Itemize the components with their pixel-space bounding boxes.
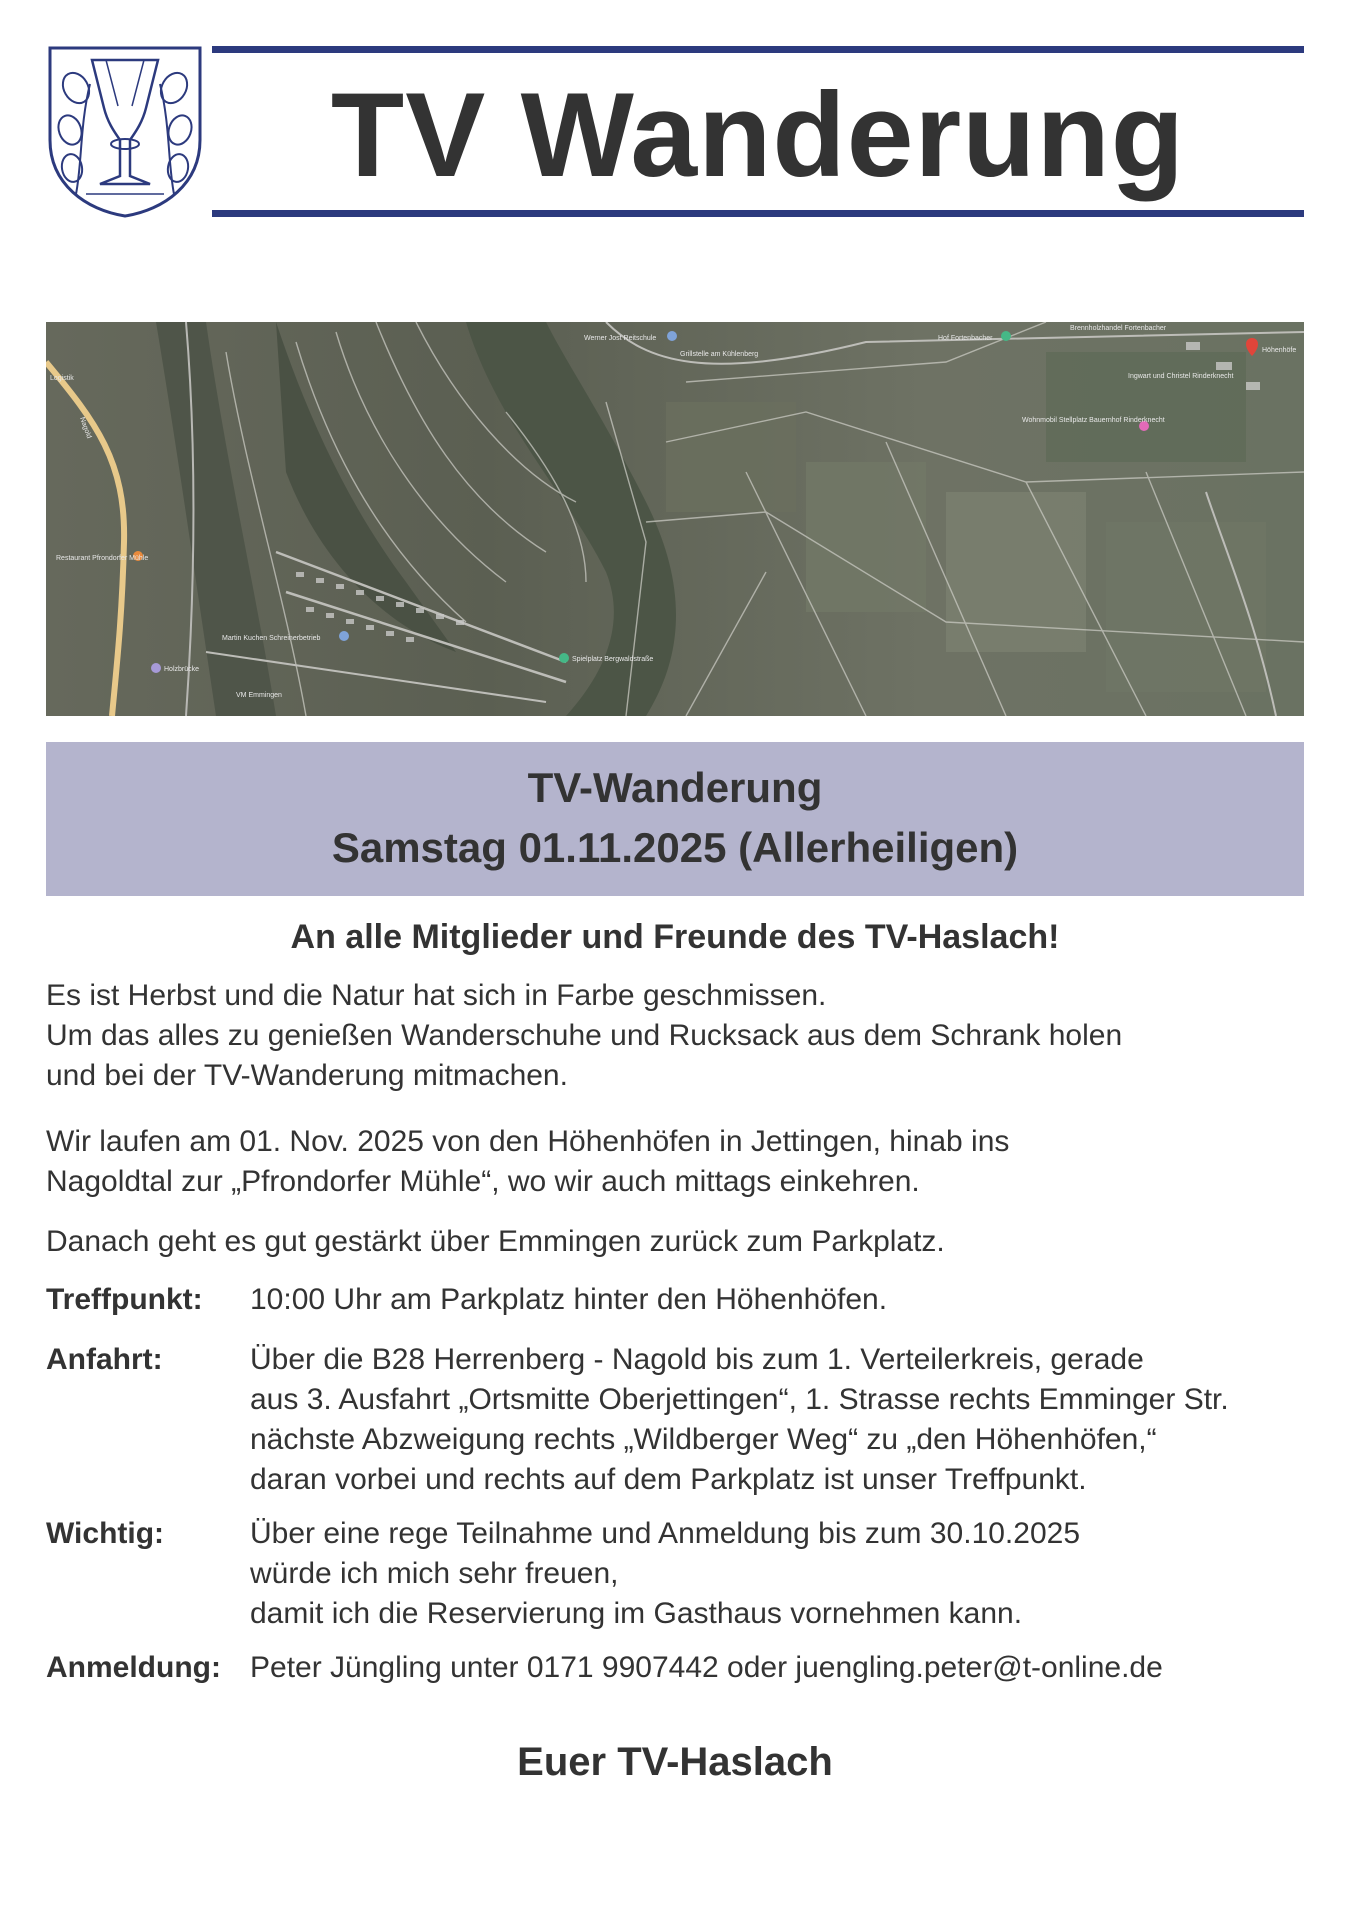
satellite-map-image xyxy=(46,322,1304,716)
map-label-brennholzhandel: Brennholzhandel Fortenbacher xyxy=(1070,325,1167,332)
route-line: Wir laufen am 01. Nov. 2025 von den Höhenhöfen in Jettingen, hinab ins xyxy=(46,1125,1010,1158)
greeting: An alle Mitglieder und Freunde des TV-Haslach! xyxy=(290,918,1060,956)
coat-of-arms-icon xyxy=(46,44,204,220)
banner-date: Samstag 01.11.2025 (Allerheiligen) xyxy=(331,824,1019,871)
intro-line: und bei der TV-Wanderung mitmachen. xyxy=(46,1059,568,1092)
wichtig-line: damit ich die Reservierung im Gasthaus vornehmen kann. xyxy=(250,1597,1023,1630)
map-label-hof-fortenbacher: Hof Fortenbacher xyxy=(938,335,993,342)
map-label-nagold: Nagold xyxy=(78,416,93,440)
map-label-reitschule: Werner Jost Reitschule xyxy=(584,335,657,342)
page-title: TV Wanderung xyxy=(330,68,1186,202)
return-paragraph xyxy=(46,1222,1304,1262)
wichtig-line: würde ich mich sehr freuen, xyxy=(250,1557,619,1590)
anfahrt-value xyxy=(250,1340,1229,1500)
wichtig-value xyxy=(250,1514,1080,1634)
event-banner xyxy=(46,742,1304,896)
return-line: Danach geht es gut gestärkt über Emmingen zurück zum Parkplatz. xyxy=(46,1225,945,1258)
map-label-hoehenhoefe: Höhenhöfe xyxy=(1262,347,1297,354)
title-rule-top xyxy=(212,46,1304,53)
anmeldung-label: Anmeldung: xyxy=(46,1651,221,1684)
banner-title: TV-Wanderung xyxy=(527,764,823,811)
anmeldung-contact: Peter Jüngling unter 0171 9907442 oder juengling.peter@t-online.de xyxy=(250,1651,1163,1684)
map-label-spielplatz: Spielplatz Bergwaldstraße xyxy=(572,656,654,663)
anfahrt-line: Über die B28 Herrenberg - Nagold bis zum 1. Verteilerkreis, gerade xyxy=(250,1343,1144,1376)
anmeldung-value xyxy=(250,1648,1163,1688)
closing-signature: Euer TV-Haslach xyxy=(517,1740,833,1784)
intro-paragraph xyxy=(46,976,1304,1096)
map-label-rinderknecht: Ingwart und Christel Rinderknecht xyxy=(1128,373,1234,380)
anfahrt-label: Anfahrt: xyxy=(46,1343,163,1376)
treffpunkt-value xyxy=(250,1280,887,1320)
anfahrt-line: nächste Abzweigung rechts „Wildberger Weg“ zu „den Höhenhöfen,“ xyxy=(250,1423,1157,1456)
intro-line: Es ist Herbst und die Natur hat sich in Farbe geschmissen. xyxy=(46,979,827,1012)
route-paragraph xyxy=(46,1122,1304,1202)
title-rule-bottom xyxy=(212,210,1304,217)
map-label-wohnmobil: Wohnmobil Stellplatz Bauernhof Rinderknecht xyxy=(1022,417,1165,424)
wichtig-line: Über eine rege Teilnahme und Anmeldung bis zum 30.10.2025 xyxy=(250,1517,1081,1550)
map-label-grillstelle: Grillstelle am Kühlenberg xyxy=(680,351,759,358)
map-label-schreinerbetrieb: Martin Kuchen Schreinerbetrieb xyxy=(222,635,321,642)
wichtig-label: Wichtig: xyxy=(46,1517,165,1550)
map-label-holzbruecke: Holzbrücke xyxy=(164,666,200,673)
treffpunkt-line: 10:00 Uhr am Parkplatz hinter den Höhenhöfen. xyxy=(250,1283,888,1316)
map-label-logistik: Logistik xyxy=(50,375,74,382)
treffpunkt-label: Treffpunkt: xyxy=(46,1283,203,1316)
anfahrt-line: daran vorbei und rechts auf dem Parkplatz ist unser Treffpunkt. xyxy=(250,1463,1087,1496)
map-label-vm-emmingen: VM Emmingen xyxy=(236,692,282,699)
anfahrt-line: aus 3. Ausfahrt „Ortsmitte Oberjettingen“, 1. Strasse rechts Emminger Str. xyxy=(250,1383,1229,1416)
route-line: Nagoldtal zur „Pfrondorfer Mühle“, wo wir auch mittags einkehren. xyxy=(46,1165,920,1198)
intro-line: Um das alles zu genießen Wanderschuhe und Rucksack aus dem Schrank holen xyxy=(46,1019,1123,1052)
map-label-restaurant: Restaurant Pfrondorfer Mühle xyxy=(56,555,149,562)
